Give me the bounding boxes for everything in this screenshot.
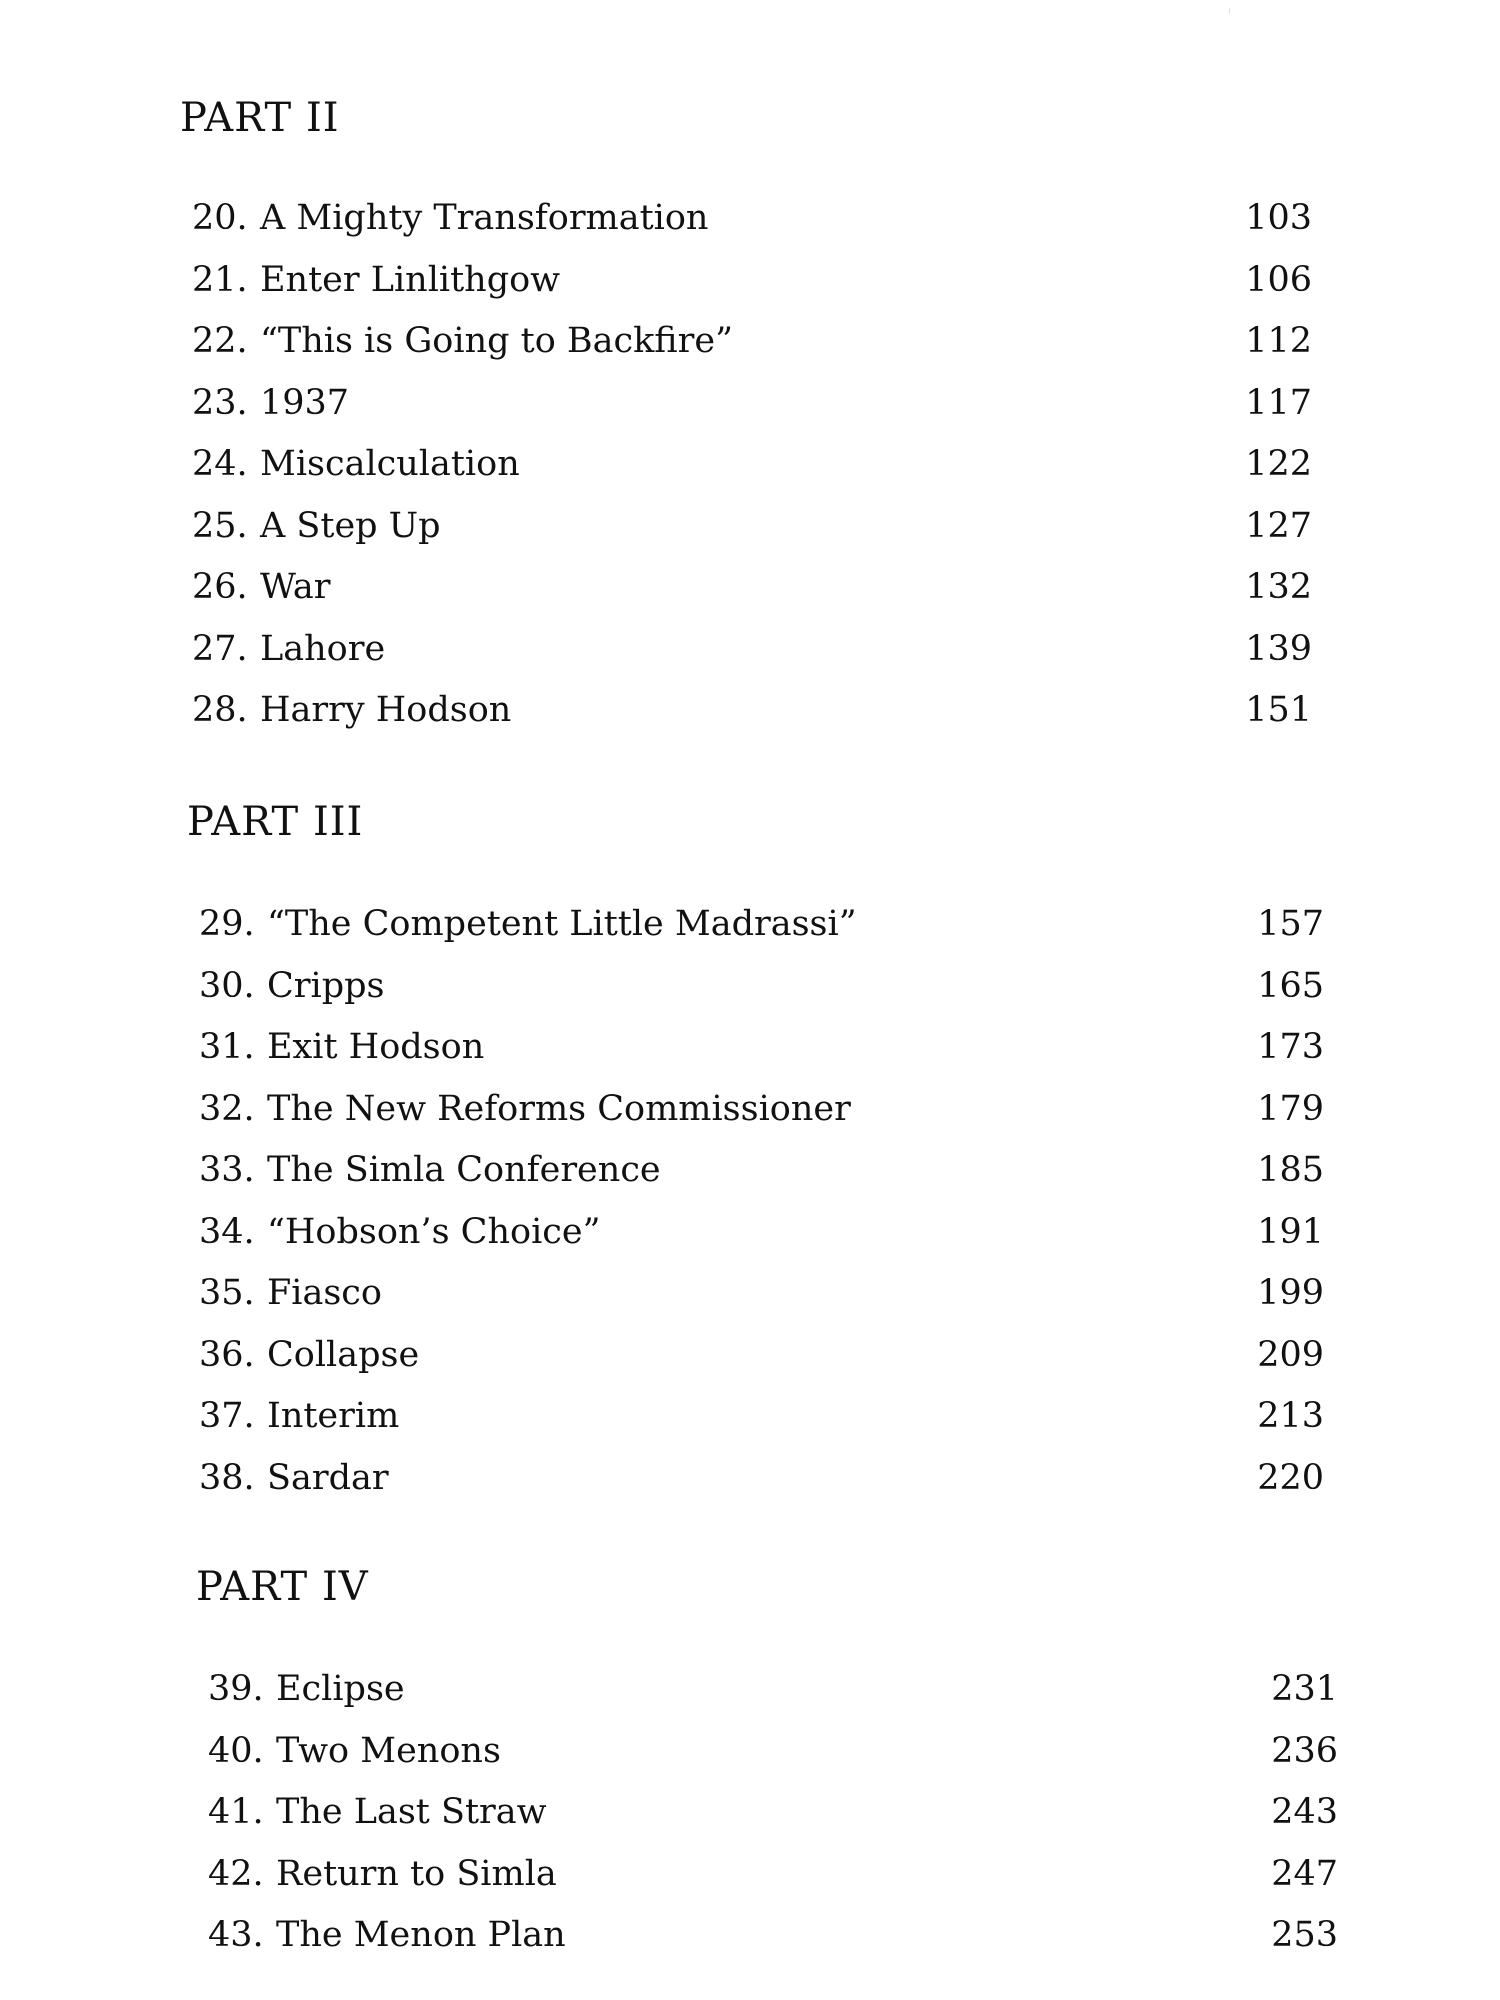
- chapter-entry: [208, 1721, 1338, 1783]
- chapter-number: 43.: [208, 1915, 264, 1955]
- chapter-entry: [192, 557, 1312, 619]
- chapter-number: 21.: [192, 259, 248, 300]
- chapter-title: Fiasco: [267, 1273, 382, 1313]
- chapter-title: Cripps: [267, 965, 385, 1006]
- chapter-title: 1937: [260, 382, 350, 423]
- chapter-title: Return to Simla: [276, 1853, 557, 1894]
- part-heading: PART IV: [196, 1564, 369, 1610]
- page-number: 132: [1245, 567, 1312, 607]
- part-section: [187, 798, 1324, 1498]
- chapter-title: The New Reforms Commissioner: [267, 1088, 851, 1129]
- chapter-title: Harry Hodson: [260, 690, 512, 730]
- chapter-title: The Last Straw: [276, 1792, 547, 1832]
- page-number: 179: [1257, 1088, 1324, 1129]
- chapter-number: 22.: [192, 321, 248, 361]
- chapter-title: Enter Linlithgow: [260, 259, 561, 300]
- page-number: 185: [1257, 1150, 1324, 1190]
- page-number: 122: [1245, 444, 1312, 484]
- chapter-number: 23.: [192, 382, 248, 423]
- page-number: 247: [1271, 1853, 1338, 1894]
- chapter-number: 28.: [192, 690, 248, 730]
- chapter-number: 20.: [192, 198, 248, 238]
- chapter-entry: [199, 1140, 1324, 1202]
- page-number: 213: [1257, 1396, 1324, 1436]
- chapter-title: “This is Going to Backfire”: [260, 321, 733, 361]
- chapter-title: Exit Hodson: [267, 1027, 485, 1067]
- chapter-entry: [199, 1079, 1324, 1141]
- page-number: 127: [1245, 505, 1312, 546]
- chapter-title: Collapse: [267, 1334, 420, 1375]
- chapter-number: 37.: [199, 1396, 255, 1436]
- chapter-entry: [199, 1448, 1324, 1510]
- page-number: 191: [1257, 1211, 1324, 1252]
- chapter-title: The Menon Plan: [276, 1915, 566, 1955]
- chapter-number: 35.: [199, 1273, 255, 1313]
- chapter-number: 24.: [192, 444, 248, 484]
- chapter-number: 30.: [199, 965, 255, 1006]
- page-number: 112: [1245, 321, 1312, 361]
- page-number: 106: [1245, 259, 1312, 300]
- chapter-title: The Simla Conference: [267, 1150, 661, 1190]
- chapter-entry: [192, 311, 1312, 373]
- chapter-entry: [192, 496, 1312, 558]
- chapter-number: 36.: [199, 1334, 255, 1375]
- chapter-entry: [199, 1325, 1324, 1387]
- part-section: [196, 1563, 1338, 1955]
- chapter-list: [208, 1659, 1338, 1967]
- chapter-number: 38.: [199, 1457, 255, 1498]
- chapter-title: “Hobson’s Choice”: [267, 1211, 601, 1252]
- page-number: 231: [1271, 1669, 1338, 1709]
- page-number: 253: [1271, 1915, 1338, 1955]
- part-section: [180, 94, 1312, 730]
- chapter-list: [199, 894, 1324, 1509]
- chapter-number: 32.: [199, 1088, 255, 1129]
- chapter-title: Interim: [267, 1396, 400, 1436]
- chapter-title: Miscalculation: [260, 444, 520, 484]
- page-number: 220: [1257, 1457, 1324, 1498]
- chapter-title: “The Competent Little Madrassi”: [267, 904, 857, 944]
- chapter-entry: [199, 1202, 1324, 1264]
- chapter-number: 41.: [208, 1792, 264, 1832]
- chapter-title: A Mighty Transformation: [260, 198, 709, 238]
- chapter-number: 42.: [208, 1853, 264, 1894]
- chapter-entry: [199, 1017, 1324, 1079]
- part-heading: PART II: [180, 95, 340, 141]
- chapter-number: 39.: [208, 1669, 264, 1709]
- chapter-entry: [192, 680, 1312, 742]
- chapter-entry: [192, 373, 1312, 435]
- chapter-entry: [208, 1782, 1338, 1844]
- chapter-entry: [199, 1263, 1324, 1325]
- page-number: 151: [1245, 690, 1312, 730]
- chapter-entry: [208, 1659, 1338, 1721]
- page-number: 209: [1257, 1334, 1324, 1375]
- chapter-number: 33.: [199, 1150, 255, 1190]
- chapter-number: 29.: [199, 904, 255, 944]
- chapter-list: [192, 188, 1312, 742]
- scan-mark: [1229, 8, 1230, 14]
- page-number: 165: [1257, 965, 1324, 1006]
- page-number: 157: [1257, 904, 1324, 944]
- chapter-number: 25.: [192, 505, 248, 546]
- page-number: 117: [1245, 382, 1312, 423]
- page-number: 139: [1245, 628, 1312, 669]
- chapter-entry: [192, 188, 1312, 250]
- page-number: 199: [1257, 1273, 1324, 1313]
- chapter-entry: [192, 250, 1312, 312]
- chapter-number: 40.: [208, 1730, 264, 1771]
- chapter-title: A Step Up: [260, 505, 441, 546]
- chapter-title: Sardar: [267, 1457, 389, 1498]
- chapter-title: Lahore: [260, 628, 386, 669]
- page-number: 236: [1271, 1730, 1338, 1771]
- chapter-entry: [208, 1905, 1338, 1967]
- chapter-number: 34.: [199, 1211, 255, 1252]
- chapter-entry: [192, 434, 1312, 496]
- chapter-entry: [208, 1844, 1338, 1906]
- page-number: 173: [1257, 1027, 1324, 1067]
- chapter-entry: [199, 894, 1324, 956]
- chapter-number: 27.: [192, 628, 248, 669]
- page-number: 243: [1271, 1792, 1338, 1832]
- chapter-number: 31.: [199, 1027, 255, 1067]
- chapter-entry: [192, 619, 1312, 681]
- chapter-title: War: [260, 567, 331, 607]
- chapter-title: Eclipse: [276, 1669, 405, 1709]
- chapter-entry: [199, 1386, 1324, 1448]
- part-heading: PART III: [187, 799, 364, 845]
- chapter-number: 26.: [192, 567, 248, 607]
- chapter-title: Two Menons: [276, 1730, 501, 1771]
- chapter-entry: [199, 956, 1324, 1018]
- page-number: 103: [1245, 198, 1312, 238]
